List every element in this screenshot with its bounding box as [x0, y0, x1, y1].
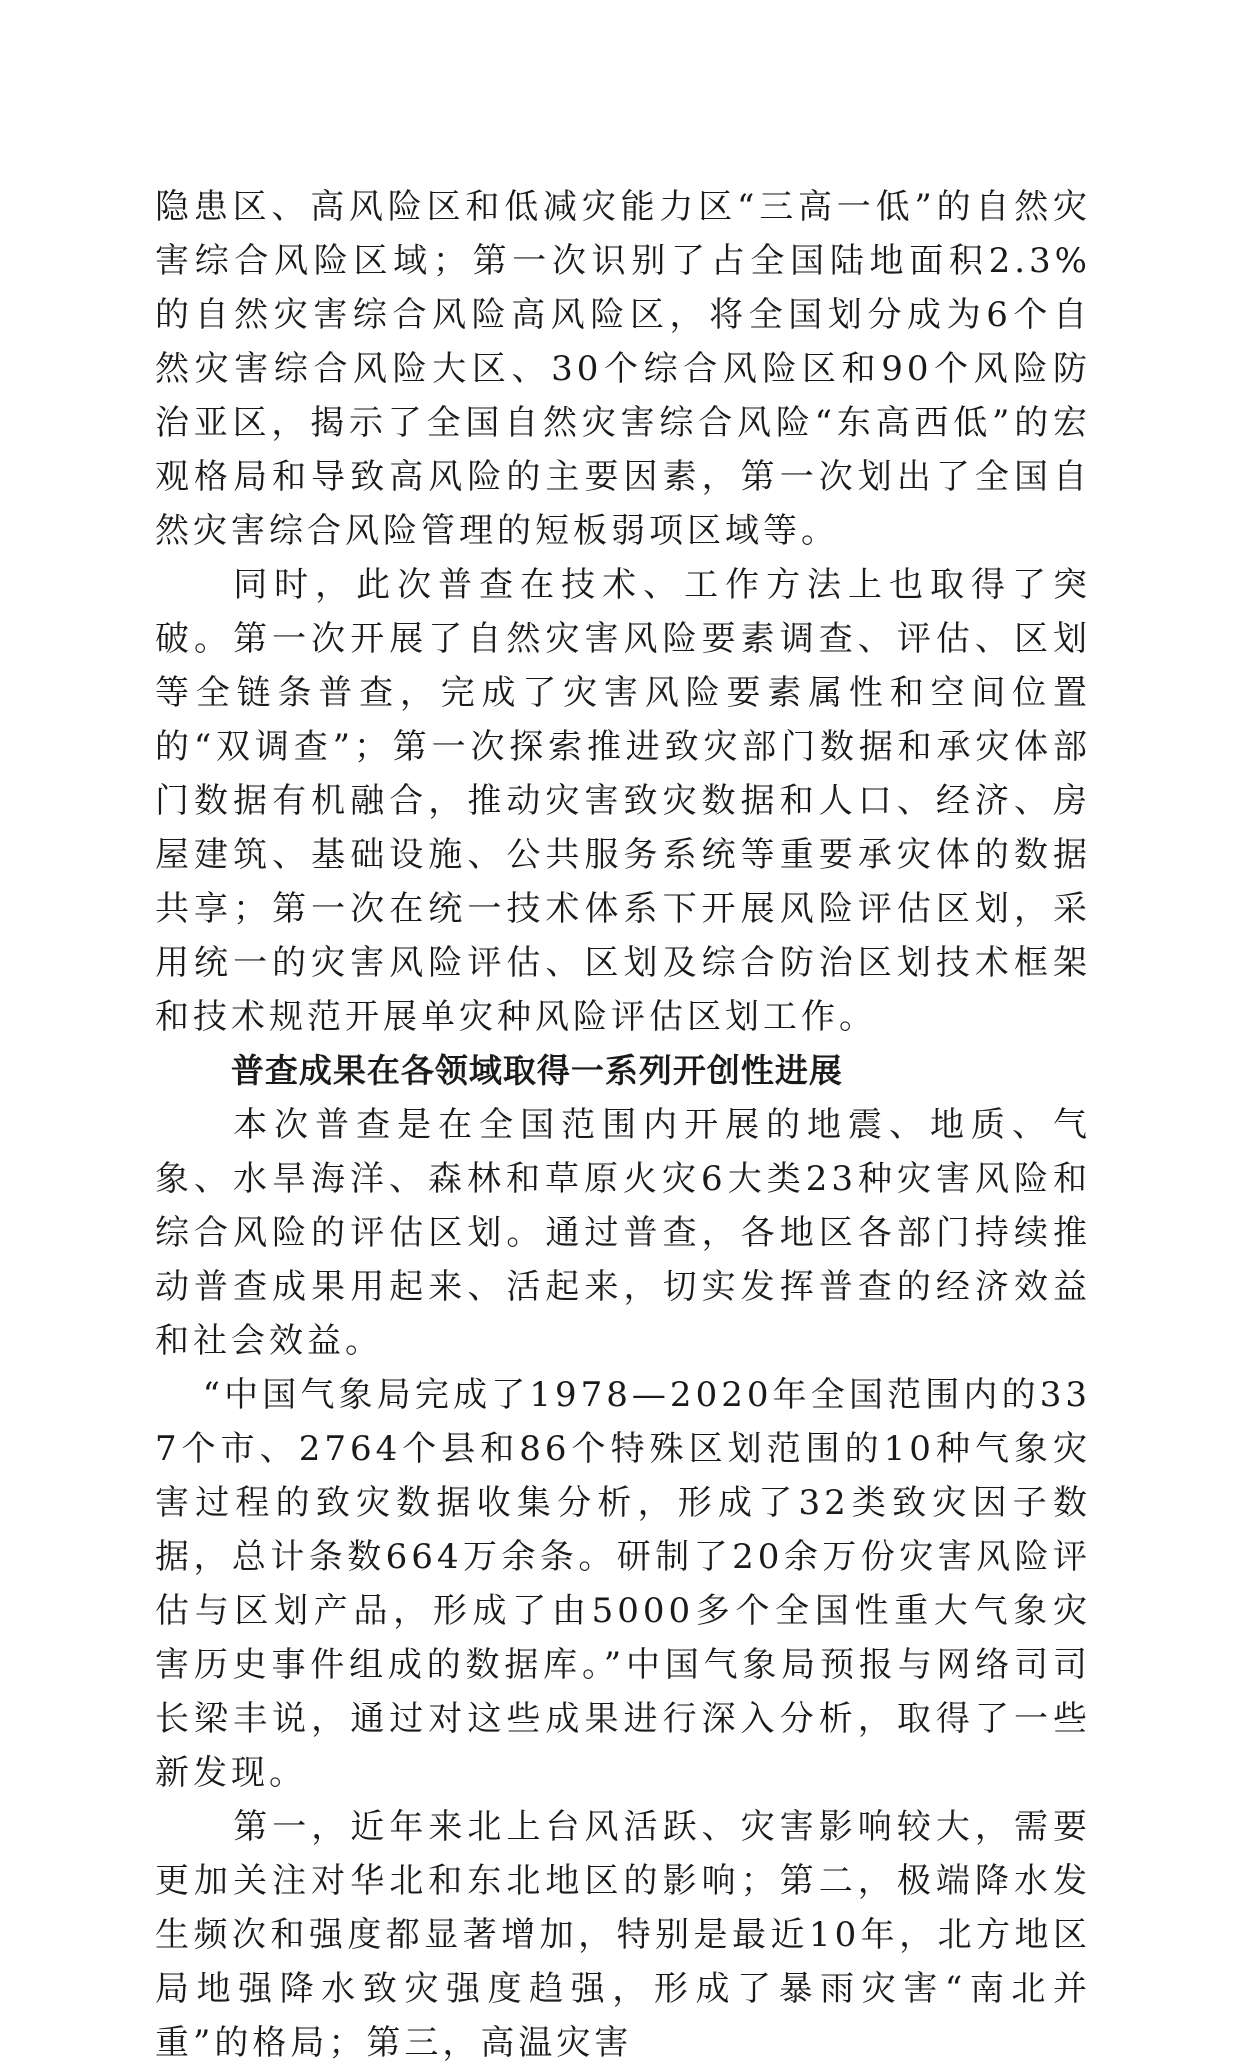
paragraph-findings: 第一，近年来北上台风活跃、灾害影响较大，需要更加关注对华北和东北地区的影响；第二，极端降水发生频次和强度都显著增加，特别是最近10年，北方地区局地强降水致灾强度趋强，形成了暴雨灾害“南北并重”的格局；第三，高温灾害: [155, 1807, 1091, 2063]
paragraph-quote: “中国气象局完成了1978—2020年全国范围内的337个市、2764个县和86个特殊区划范围的10种气象灾害过程的致灾数据收集分析，形成了32类致灾因子数据，总计条数664万余条。研制了20余万份灾害风险评估与区划产品，形成了由5000多个全国性重大气象灾害历史事件组成的数据库。”中国气象局预报与网络司司长梁丰说，通过对这些成果进行深入分析，取得了一些新发现。: [155, 1375, 1091, 1793]
paragraph-survey-scope: 本次普查是在全国范围内开展的地震、地质、气象、水旱海洋、森林和草原火灾6大类23种灾害风险和综合风险的评估区划。通过普查，各地区各部门持续推动普查成果用起来、活起来，切实发挥普查的经济效益和社会效益。: [155, 1105, 1091, 1361]
section-heading: 普查成果在各领域取得一系列开创性进展: [230, 1051, 843, 1090]
document-page: [155, 180, 1091, 2070]
paragraph-continued: 隐患区、高风险区和低减灾能力区“三高一低”的自然灾害综合风险区域；第一次识别了占全国陆地面积2.3%的自然灾害综合风险高风险区，将全国划分成为6个自然灾害综合风险大区、30个综合风险区和90个风险防治亚区，揭示了全国自然灾害综合风险“东高西低”的宏观格局和导致高风险的主要因素，第一次划出了全国自然灾害综合风险管理的短板弱项区域等。: [155, 187, 1091, 551]
paragraph-breakthrough: 同时，此次普查在技术、工作方法上也取得了突破。第一次开展了自然灾害风险要素调查、评估、区划等全链条普查，完成了灾害风险要素属性和空间位置的“双调查”；第一次探索推进致灾部门数据和承灾体部门数据有机融合，推动灾害致灾数据和人口、经济、房屋建筑、基础设施、公共服务系统等重要承灾体的数据共享；第一次在统一技术体系下开展风险评估区划，采用统一的灾害风险评估、区划及综合防治区划技术框架和技术规范开展单灾种风险评估区划工作。: [155, 565, 1091, 1037]
